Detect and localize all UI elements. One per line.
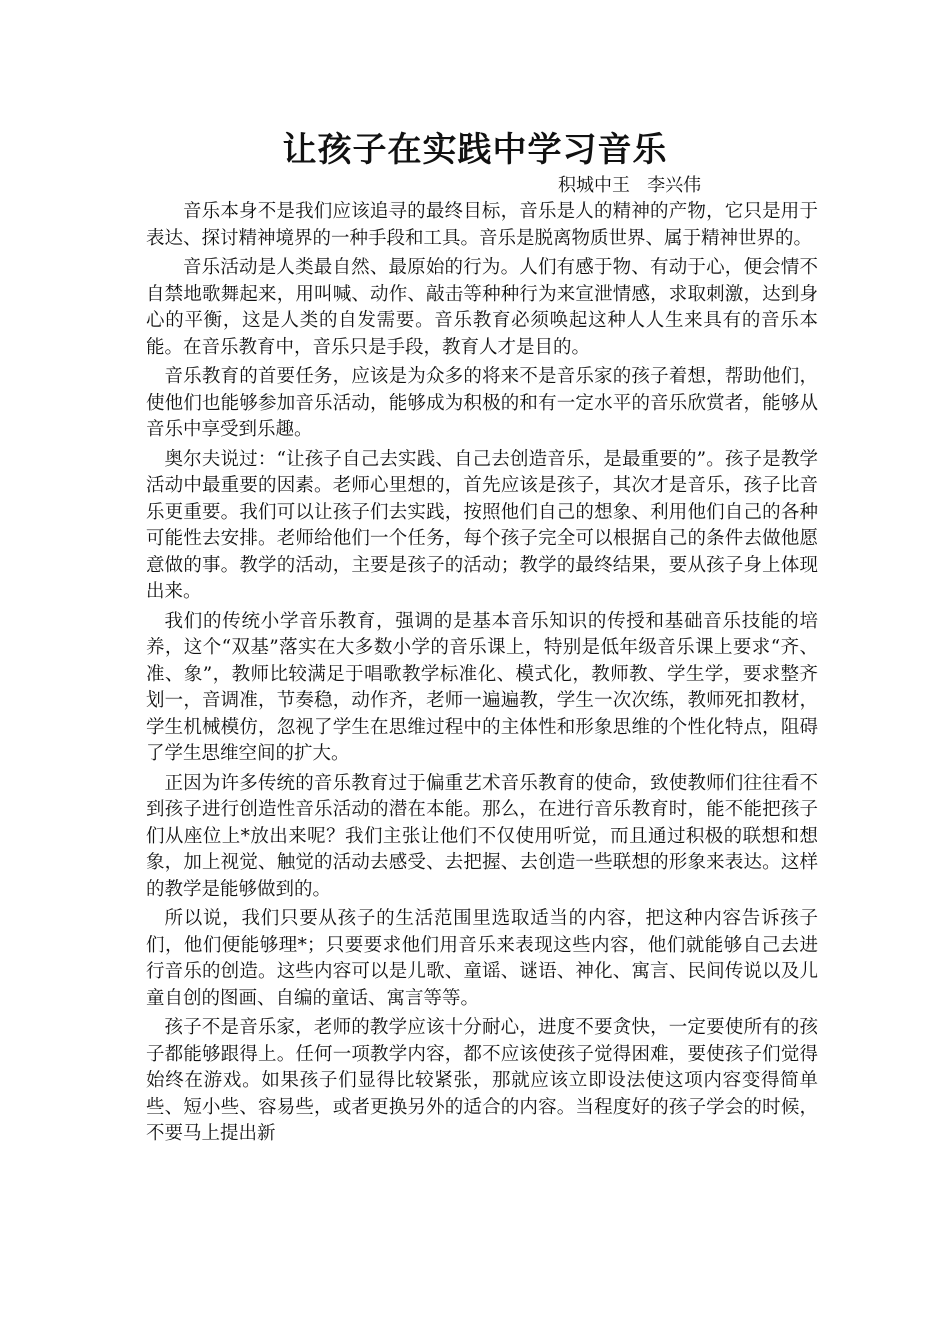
article-body bbox=[146, 199, 818, 1148]
paragraph: 奥尔夫说过：“让孩子自己去实践、自己去创造音乐，是最重要的”。孩子是教学活动中最重要的因素。老师心里想的，首先应该是孩子，其次才是音乐，孩子比音乐更重要。我们可以让孩子们去实践，按照他们自己的想象、利用他们自己的各种可能性去安排。老师给他们一个任务，每个孩子完全可以根据自己的条件去做他愿意做的事。教学的活动，主要是孩子的活动；教学的最终结果，要从孩子身上体现出来。 bbox=[146, 448, 818, 602]
paragraph: 音乐本身不是我们应该追寻的最终目标，音乐是人的精神的产物，它只是用于表达、探讨精神境界的一种手段和工具。音乐是脱离物质世界、属于精神世界的。 bbox=[146, 201, 818, 249]
paragraph: 所以说，我们只要从孩子的生活范围里选取适当的内容，把这种内容告诉孩子们，他们便能够理*；只要要求他们用音乐来表现这些内容，他们就能够自己去进行音乐的创造。这些内容可以是儿歌、童谣、谜语、神化、寓言、民间传说以及儿童自创的图画、自编的童话、寓言等等。 bbox=[146, 908, 818, 1009]
paragraph: 音乐活动是人类最自然、最原始的行为。人们有感于物、有动于心，便会情不自禁地歌舞起来，用叫喊、动作、敲击等种种行为来宣泄情感，求取刺激，达到身心的平衡，这是人类的自发需要。音乐教育必须唤起这种人人生来具有的音乐本能。在音乐教育中，音乐只是手段，教育人才是目的。 bbox=[146, 257, 818, 358]
paragraph: 正因为许多传统的音乐教育过于偏重艺术音乐教育的使命，致使教师们往往看不到孩子进行创造性音乐活动的潜在本能。那么，在进行音乐教育时，能不能把孩子们从座位上*放出来呢？我们主张让他们不仅使用听觉，而且通过积极的联想和想象，加上视觉、触觉的活动去感受、去把握、去创造一些联想的形象来表达。这样的教学是能够做到的。 bbox=[146, 772, 818, 900]
paragraph: 我们的传统小学音乐教育，强调的是基本音乐知识的传授和基础音乐技能的培养，这个“双基”落实在大多数小学的音乐课上，特别是低年级音乐课上要求“齐、准、象”，教师比较满足于唱歌教学标准化、模式化，教师教、学生学，要求整齐划一，音调准，节奏稳，动作齐，老师一遍遍教，学生一次次练，教师死扣教材，学生机械模仿，忽视了学生在思维过程中的主体性和形象思维的个性化特点，阻碍了学生思维空间的扩大。 bbox=[146, 610, 818, 764]
author-byline: 积城中王 李兴伟 bbox=[558, 175, 702, 196]
document-title: 让孩子在实践中学习音乐 bbox=[282, 130, 668, 170]
paragraph: 孩子不是音乐家，老师的教学应该十分耐心，进度不要贪快，一定要使所有的孩子都能够跟得上。任何一项教学内容，都不应该使孩子觉得困难，要使孩子们觉得始终在游戏。如果孩子们显得比较紧张，那就应该立即设法使这项内容变得简单些、短小些、容易些，或者更换另外的适合的内容。当程度好的孩子学会的时候，不要马上提出新 bbox=[146, 1017, 818, 1144]
paragraph: 音乐教育的首要任务，应该是为众多的将来不是音乐家的孩子着想，帮助他们，使他们也能够参加音乐活动，能够成为积极的和有一定水平的音乐欣赏者，能够从音乐中享受到乐趣。 bbox=[146, 366, 818, 440]
